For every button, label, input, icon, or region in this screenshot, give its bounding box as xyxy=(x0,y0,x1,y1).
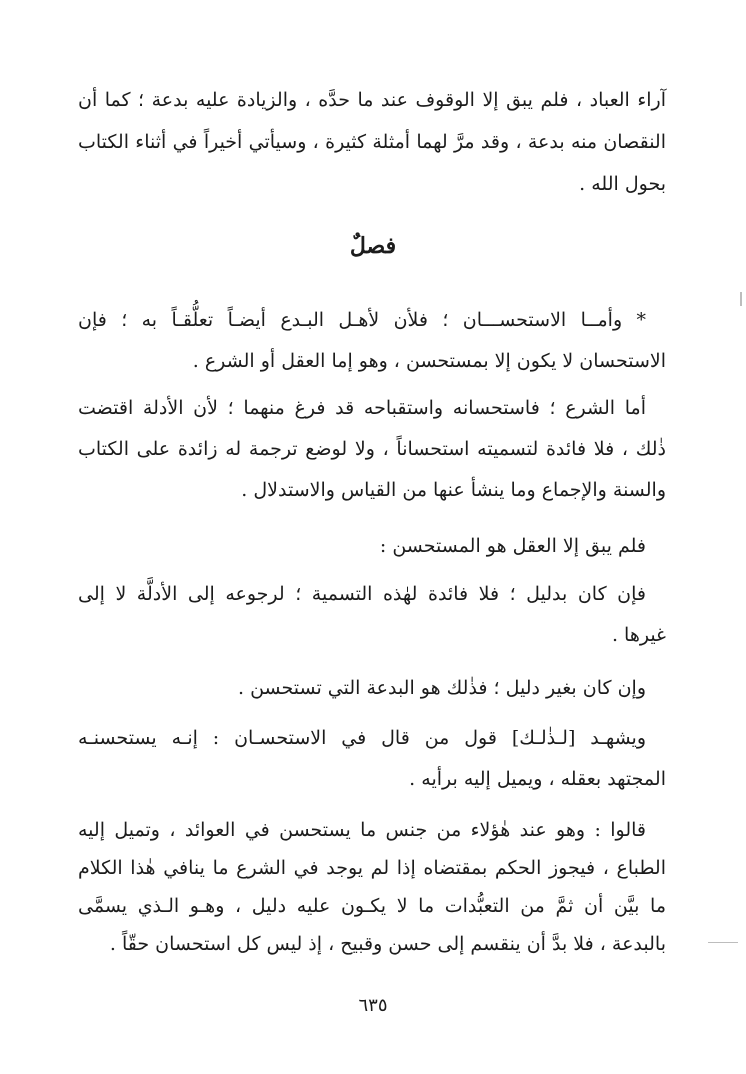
margin-mark xyxy=(740,292,742,306)
page-number: ٦٣٥ xyxy=(358,995,388,1016)
text-line: الطباع ، فيجوز الحكم بمقتضاه إذا لم يوجد في الشرع ما ينافي هٰذا الكلام xyxy=(78,857,666,879)
text-line: أما الشرع ؛ فاستحسانه واستقباحه قد فرغ منهما ؛ لأن الأدلة اقتضت xyxy=(78,397,646,419)
text-line: النقصان منه بدعة ، وقد مرَّ لهما أمثلة كثيرة ، وسيأتي أخيراً في أثناء الكتاب xyxy=(78,131,666,153)
text-line: وإن كان بغير دليل ؛ فذٰلك هو البدعة التي تستحسن . xyxy=(238,677,646,699)
text-line: المجتهد بعقله ، ويميل إليه برأيه . xyxy=(409,768,666,790)
text-line: فلم يبق إلا العقل هو المستحسن : xyxy=(379,535,646,557)
text-line: غيرها . xyxy=(611,624,666,646)
text-line: بحول الله . xyxy=(579,173,666,195)
text-line: ويشهـد [لـذٰلـك] قول من قال في الاستحسـان : إنـه يستحسنـه xyxy=(78,727,646,749)
section-heading: فصلٌ xyxy=(349,233,397,259)
text-line: ما بيَّن أن ثمَّ من التعبُّدات ما لا يكـون عليه دليل ، وهـو الـذي يسمَّى xyxy=(78,895,666,917)
margin-mark xyxy=(708,942,738,943)
text-line: بالبدعة ، فلا بدَّ أن ينقسم إلى حسن وقبيح ، إذ ليس كل استحسان حقّاً . xyxy=(109,933,666,955)
text-line: والسنة والإجماع وما ينشأ عنها من القياس والاستدلال . xyxy=(241,479,666,501)
text-line: آراء العباد ، فلم يبق إلا الوقوف عند ما حدَّه ، والزيادة عليه بدعة ؛ كما أن xyxy=(78,89,666,111)
text-line: قالوا : وهو عند هٰؤلاء من جنس ما يستحسن في العوائد ، وتميل إليه xyxy=(78,819,646,841)
text-line: فإن كان بدليل ؛ فلا فائدة لهٰذه التسمية ؛ لرجوعه إلى الأدلَّة لا إلى xyxy=(78,583,646,605)
text-line: الاستحسان لا يكون إلا بمستحسن ، وهو إما العقل أو الشرع . xyxy=(192,350,666,372)
text-line: * وأمــا الاستحســـان ؛ فلأن لأهـل البـدع أيضـاً تعلُّقـاً به ؛ فإن xyxy=(78,309,646,331)
text-line: ذٰلك ، فلا فائدة لتسميته استحساناً ، ولا لوضع ترجمة له زائدة على الكتاب xyxy=(78,438,666,460)
